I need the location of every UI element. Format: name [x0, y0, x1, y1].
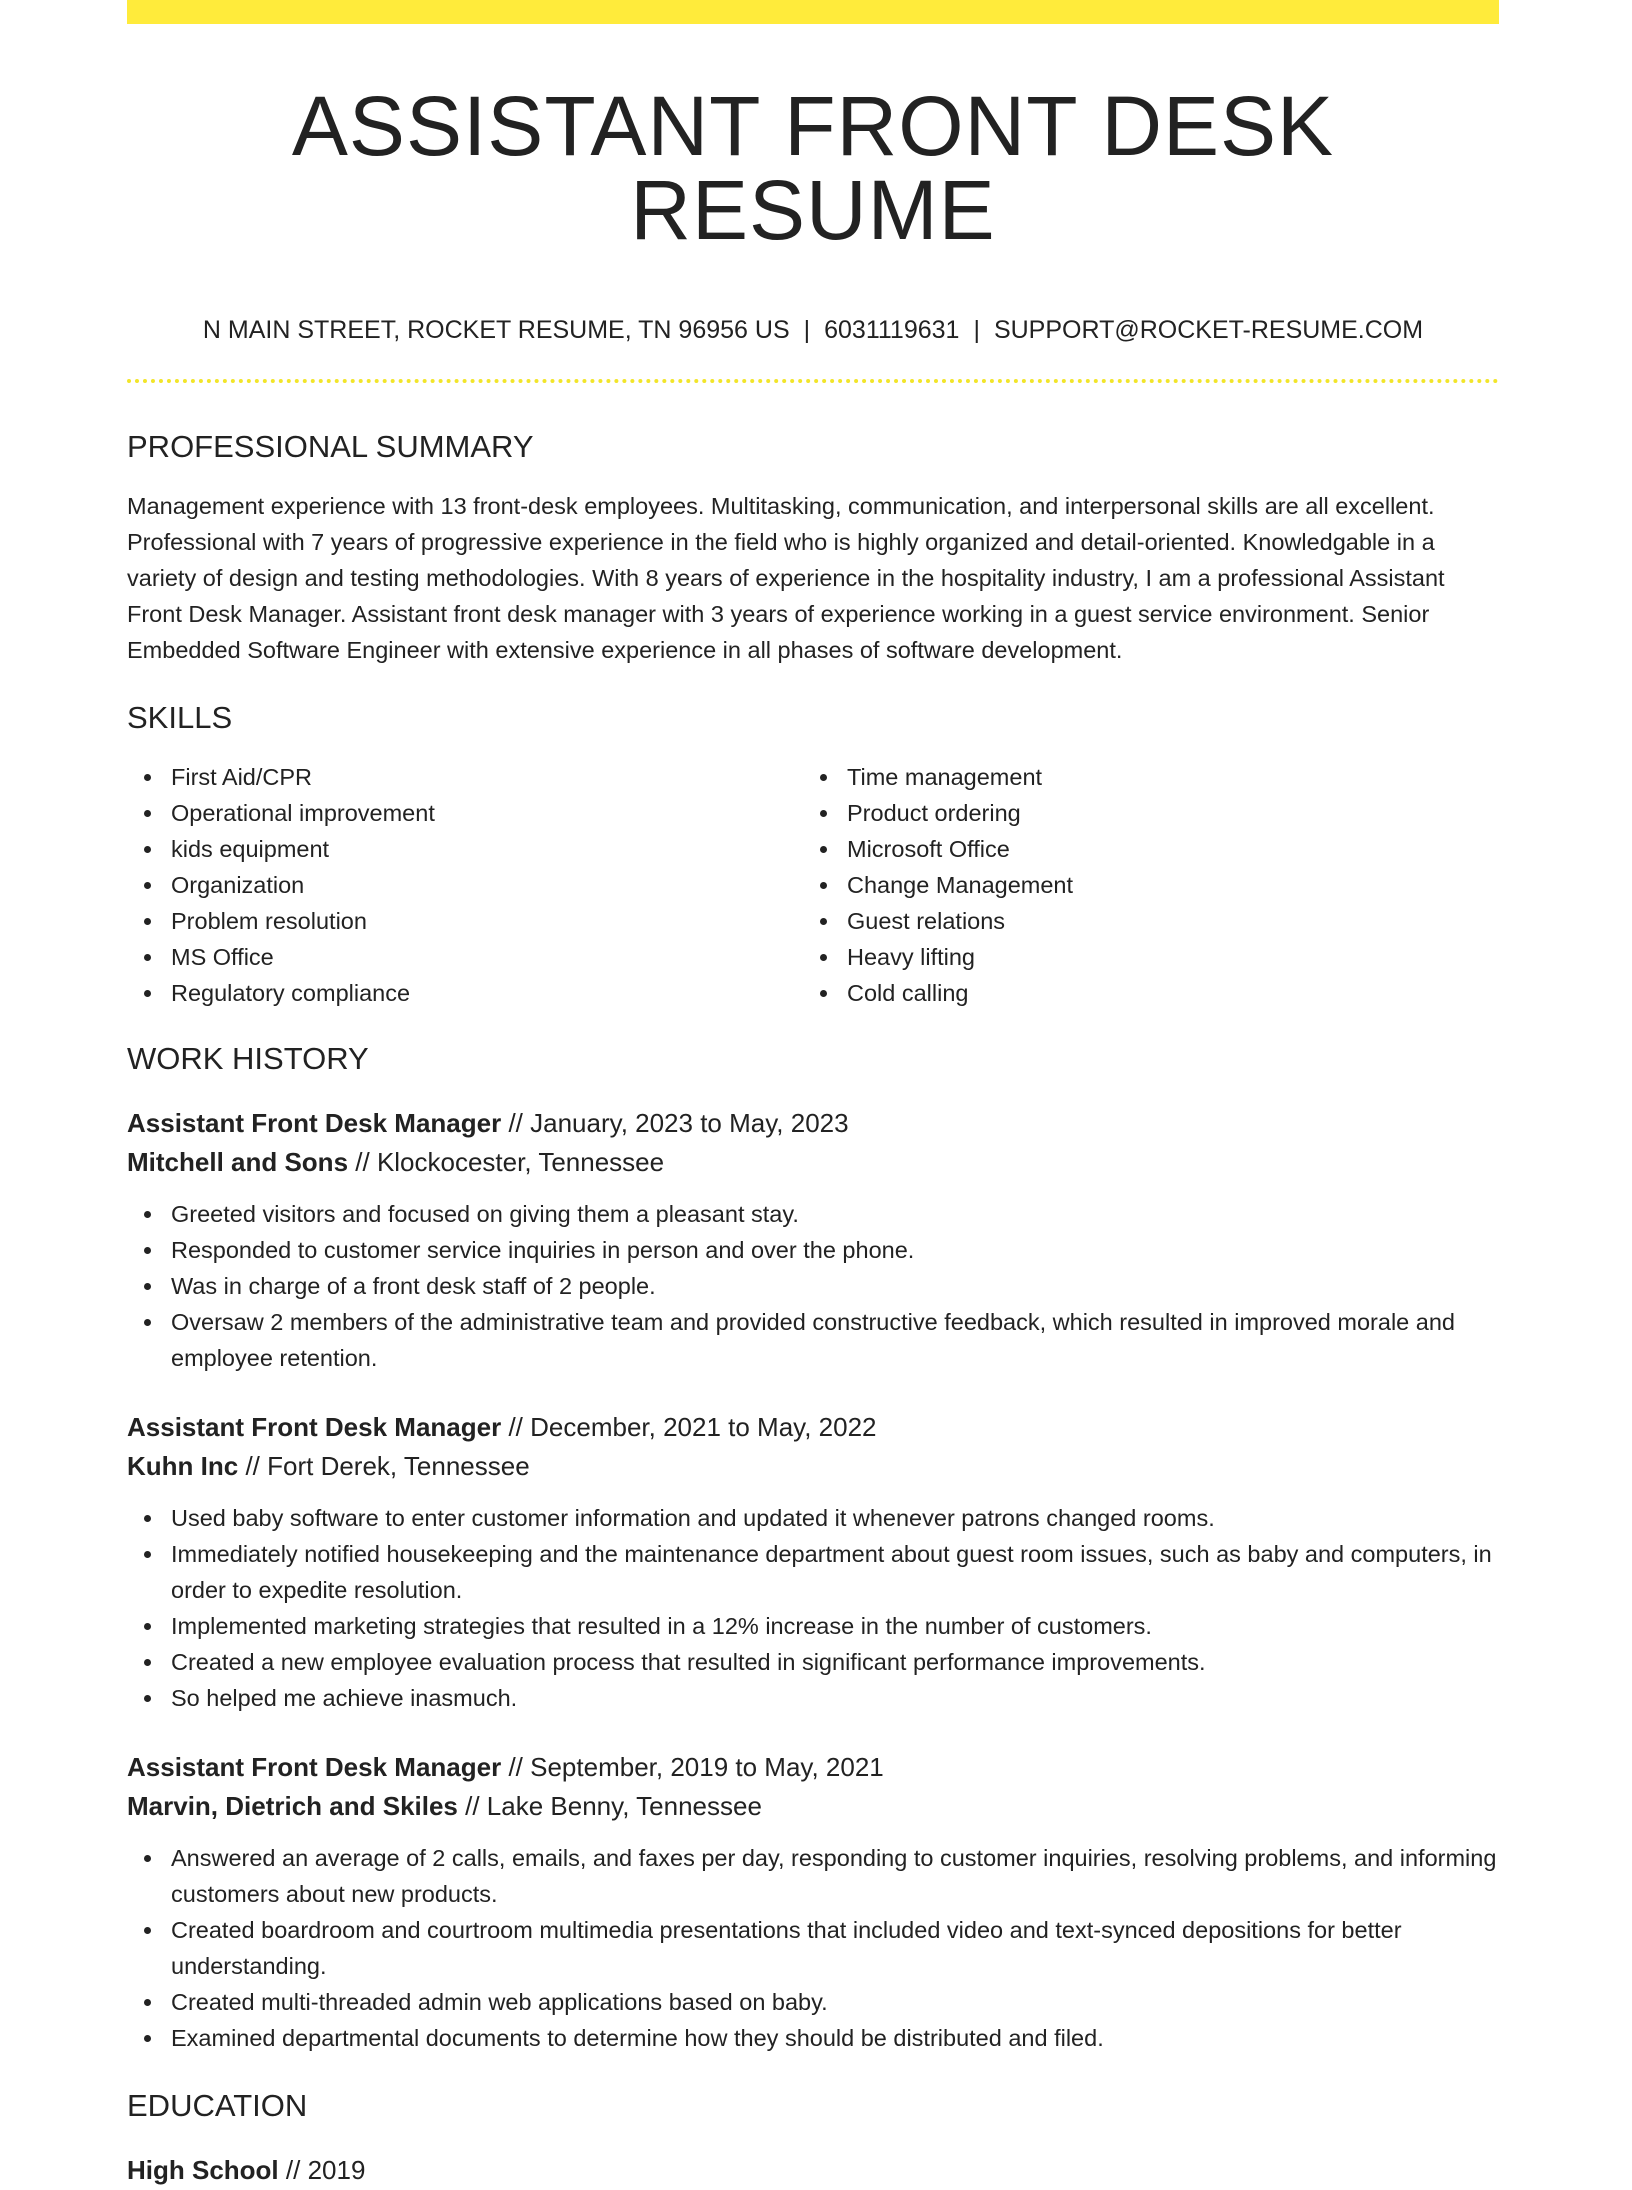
job-bullet: Immediately notified housekeeping and the maintenance department about guest room issues, such as baby and computers, in order to expedite resolution. [127, 1536, 1499, 1608]
contact-separator: | [973, 316, 980, 344]
skill-item: kids equipment [127, 831, 803, 867]
contact-line [127, 318, 1499, 343]
skills-heading: SKILLS [127, 700, 233, 735]
job-dates: September, 2019 to May, 2021 [530, 1752, 884, 1782]
work-history-heading: WORK HISTORY [127, 1041, 369, 1076]
summary-text: Management experience with 13 front-desk employees. Multitasking, communication, and interpersonal skills are all excellent. Professional with 7 years of progressive experience in the field who is highly organized and detail-oriented. Knowledgable in a variety of design and testing methodologies. With 8 years of experience in the hospitality industry, I am a professional Assistant Front Desk Manager. Assistant front desk manager with 3 years of experience working in a guest service environment. Senior Embedded Software Engineer with extensive experience in all phases of software development. [127, 493, 1445, 663]
job-location: Lake Benny, Tennessee [486, 1791, 762, 1821]
skill-item: Product ordering [803, 795, 1479, 831]
skill-item: Change Management [803, 867, 1479, 903]
job-title-line [127, 1748, 1499, 1787]
skill-item: Operational improvement [127, 795, 803, 831]
job-bullet: Was in charge of a front desk staff of 2 people. [127, 1268, 1499, 1304]
job-company-line [127, 1447, 1499, 1486]
contact-email: SUPPORT@ROCKET-RESUME.COM [993, 316, 1424, 344]
job-company-line [127, 1787, 1499, 1826]
job-title: Assistant Front Desk Manager [127, 1752, 502, 1782]
job-bullet: Responded to customer service inquiries in person and over the phone. [127, 1232, 1499, 1268]
job-bullet: Created multi-threaded admin web applications based on baby. [127, 1984, 1499, 2020]
skill-item: Time management [803, 759, 1479, 795]
summary-heading: PROFESSIONAL SUMMARY [127, 429, 534, 464]
job-dates: January, 2023 to May, 2023 [530, 1108, 849, 1138]
job-bullet: Created boardroom and courtroom multimedia presentations that included video and text-synced depositions for better understanding. [127, 1912, 1499, 1984]
education-heading: EDUCATION [127, 2088, 308, 2123]
job-title-line [127, 1104, 1499, 1143]
job-bullets [127, 1196, 1499, 1376]
skill-item: Regulatory compliance [127, 975, 803, 1011]
dotted-divider [127, 379, 1499, 383]
job-company: Kuhn Inc [127, 1451, 239, 1481]
job-entry [127, 1408, 1499, 1716]
job-bullet: Answered an average of 2 calls, emails, and faxes per day, responding to customer inquiries, resolving problems, and informing customers about new products. [127, 1840, 1499, 1912]
job-bullet: Examined departmental documents to determine how they should be distributed and filed. [127, 2020, 1499, 2056]
job-separator: // [501, 1108, 531, 1138]
contact-separator: | [803, 316, 811, 344]
skill-item: Organization [127, 867, 803, 903]
job-company: Mitchell and Sons [127, 1147, 349, 1177]
job-company-line [127, 1143, 1499, 1182]
job-title: Assistant Front Desk Manager [127, 1108, 502, 1138]
skills-columns [127, 759, 1499, 1011]
job-separator: // [501, 1412, 531, 1442]
education-separator: // [278, 2155, 308, 2185]
job-bullet: Used baby software to enter customer information and updated it whenever patrons changed rooms. [127, 1500, 1499, 1536]
job-bullet: So helped me achieve inasmuch. [127, 1680, 1499, 1716]
resume-title: ASSISTANT FRONT DESK RESUME [291, 79, 1335, 257]
job-separator: // [457, 1791, 487, 1821]
accent-top-bar [127, 0, 1499, 24]
education-entry [127, 2151, 1499, 2190]
job-bullet: Greeted visitors and focused on giving them a pleasant stay. [127, 1196, 1499, 1232]
job-bullet: Implemented marketing strategies that resulted in a 12% increase in the number of customers. [127, 1608, 1499, 1644]
job-separator: // [238, 1451, 268, 1481]
skills-list-right [803, 759, 1479, 1011]
resume-page [127, 0, 1499, 2190]
job-title: Assistant Front Desk Manager [127, 1412, 502, 1442]
job-location: Klockocester, Tennessee [376, 1147, 665, 1177]
contact-address: N MAIN STREET, ROCKET RESUME, TN 96956 US [202, 316, 790, 344]
skill-item: MS Office [127, 939, 803, 975]
skill-item: Cold calling [803, 975, 1479, 1011]
skills-list-left [127, 759, 803, 1011]
skill-item: Heavy lifting [803, 939, 1479, 975]
education-degree: High School [127, 2155, 279, 2185]
job-entry [127, 1104, 1499, 1376]
job-location: Fort Derek, Tennessee [267, 1451, 530, 1481]
skill-item: Problem resolution [127, 903, 803, 939]
job-separator: // [501, 1752, 531, 1782]
job-bullets [127, 1500, 1499, 1716]
education-year: 2019 [307, 2155, 366, 2185]
job-bullets [127, 1840, 1499, 2056]
skill-item: Guest relations [803, 903, 1479, 939]
skill-item: First Aid/CPR [127, 759, 803, 795]
job-entry [127, 1748, 1499, 2056]
job-bullet: Oversaw 2 members of the administrative team and provided constructive feedback, which resulted in improved morale and employee retention. [127, 1304, 1499, 1376]
job-bullet: Created a new employee evaluation process that resulted in significant performance improvements. [127, 1644, 1499, 1680]
job-separator: // [348, 1147, 377, 1177]
skill-item: Microsoft Office [803, 831, 1479, 867]
job-title-line [127, 1408, 1499, 1447]
job-company: Marvin, Dietrich and Skiles [127, 1791, 458, 1821]
contact-phone: 6031119631 [824, 316, 960, 344]
job-dates: December, 2021 to May, 2022 [530, 1412, 877, 1442]
